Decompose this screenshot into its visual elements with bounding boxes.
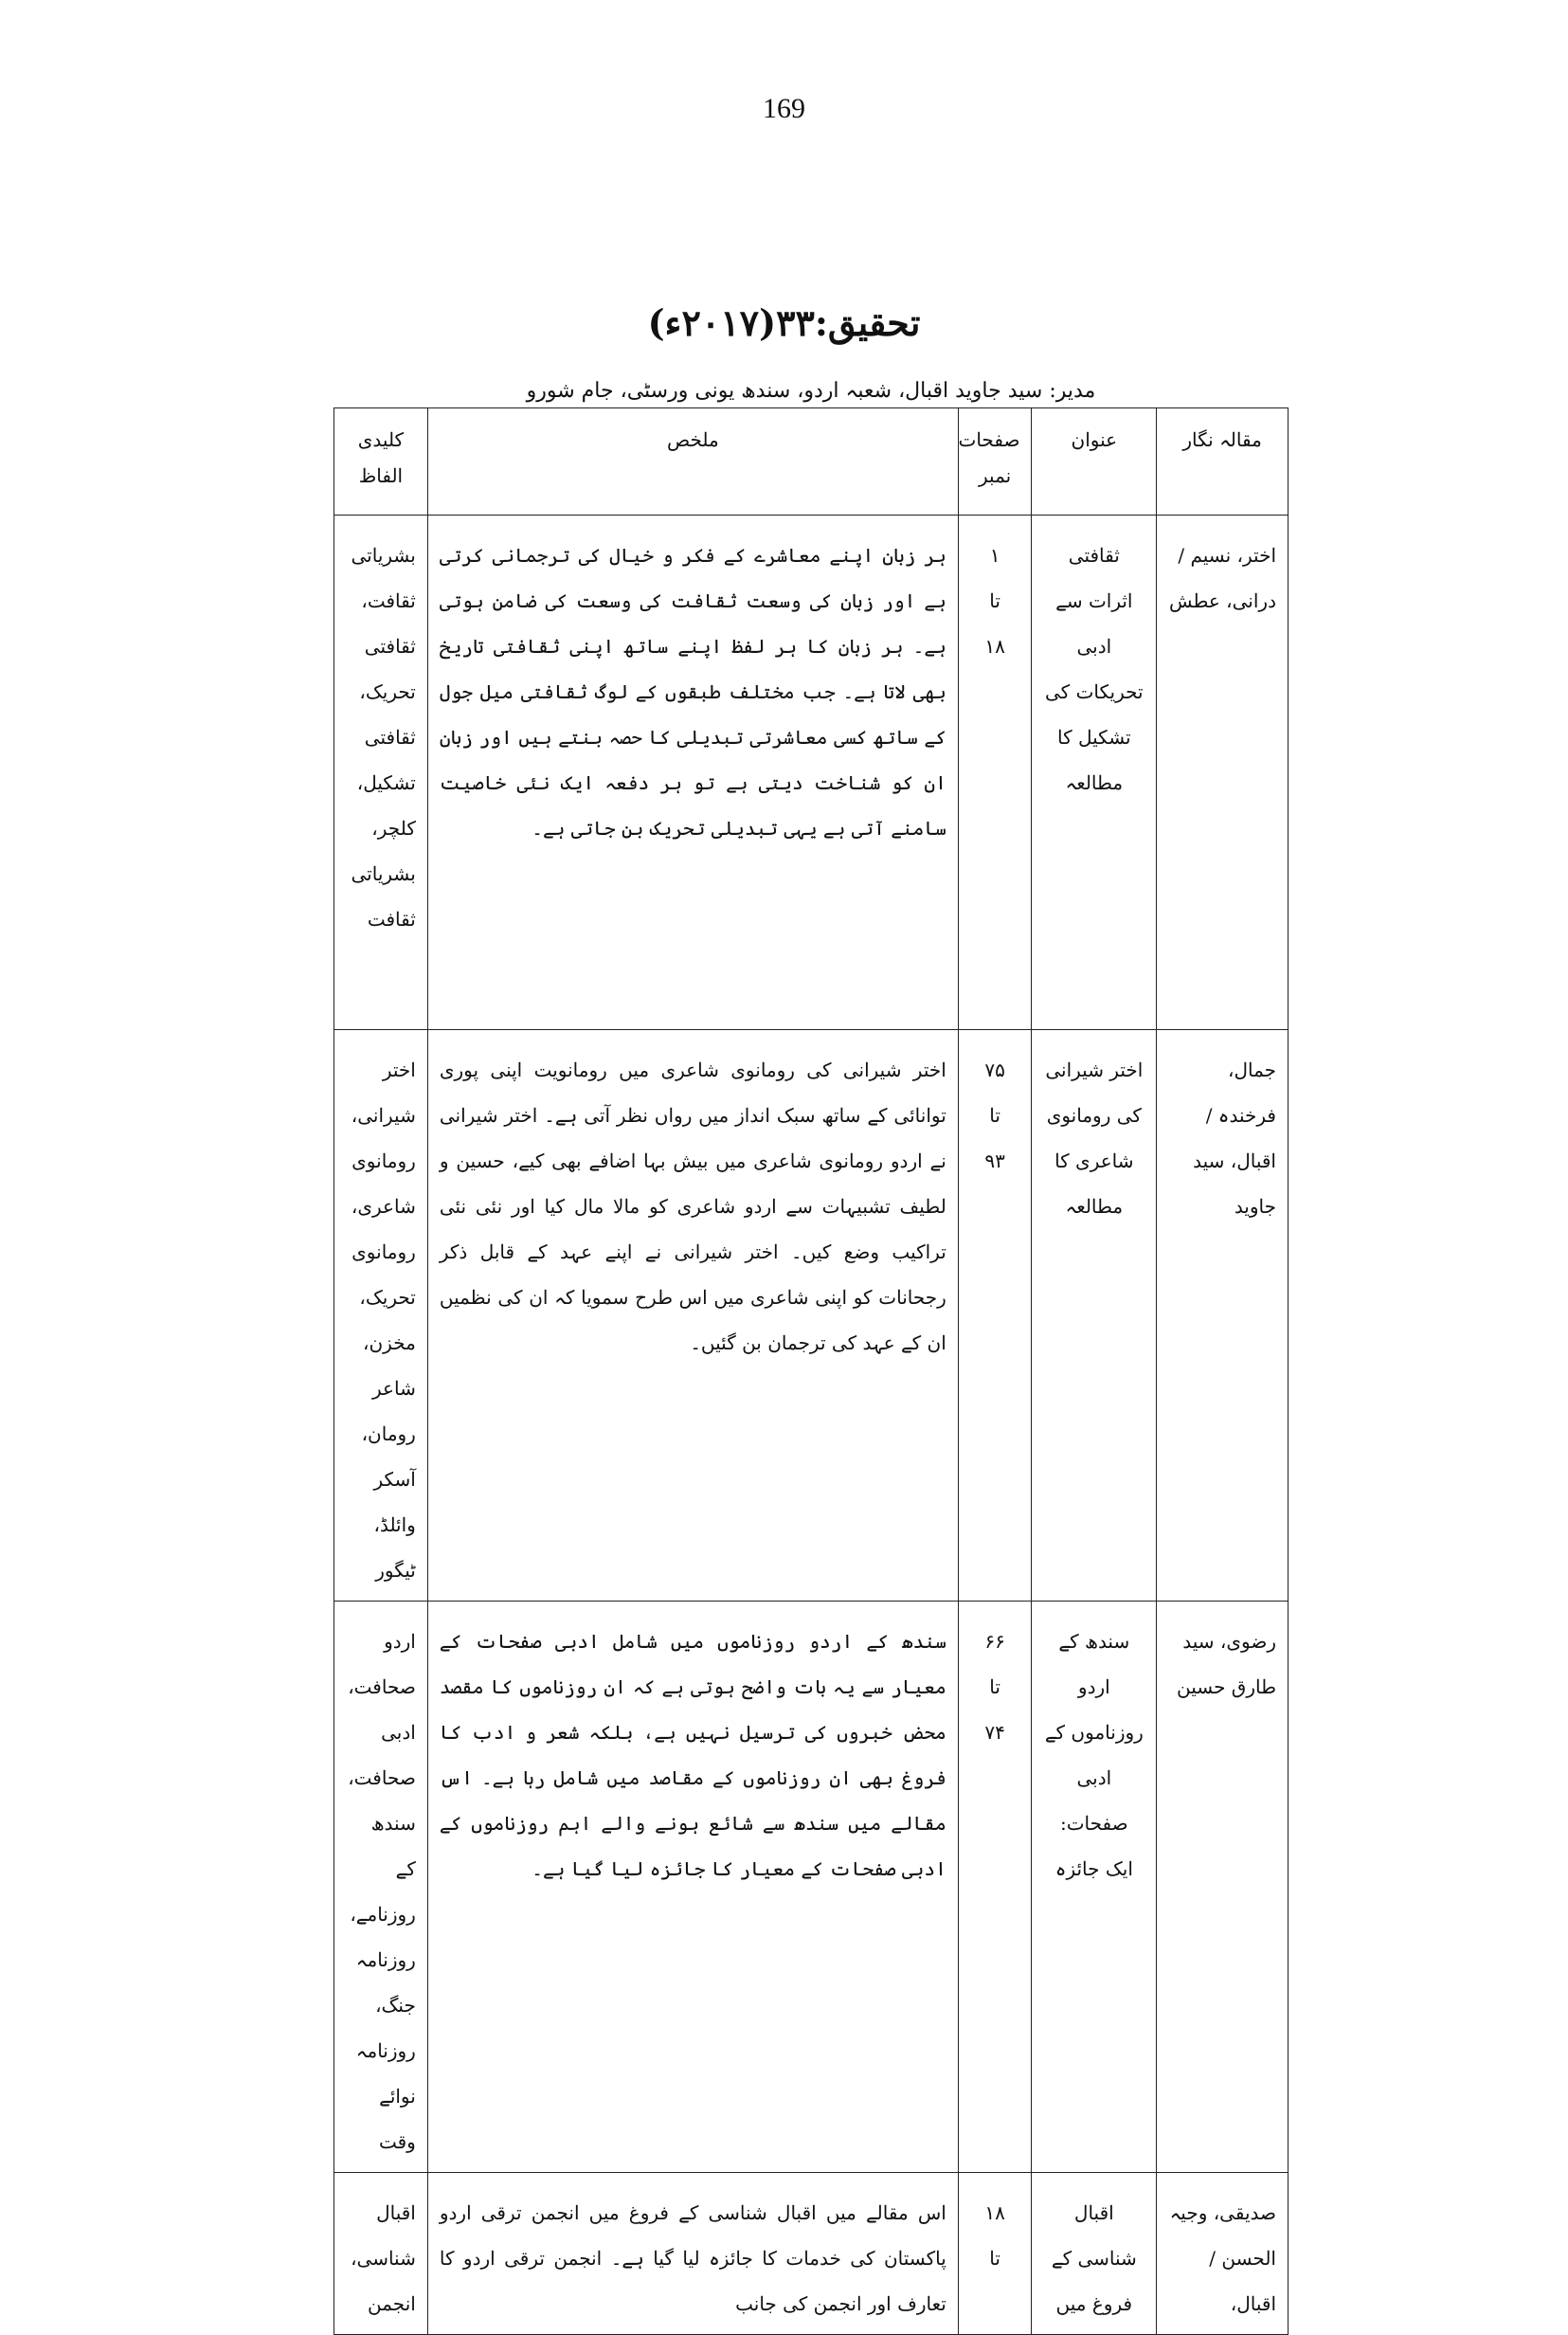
- keyword: نوائے وقت: [378, 2085, 416, 2153]
- page-separator: تا: [989, 2247, 1000, 2270]
- cell-title: اختر شیرانی کی رومانوی شاعری کا مطالعہ: [1032, 1030, 1157, 1602]
- keyword: ثقافتی: [364, 635, 416, 658]
- keyword: ٹیگور: [375, 1559, 416, 1582]
- cell-pages: [958, 516, 1032, 1030]
- page-separator: تا: [989, 589, 1000, 612]
- cell-author: اختر، نسیم / درانی، عطش: [1157, 516, 1289, 1030]
- page-end: ۹۳: [984, 1149, 1005, 1172]
- keyword: تحریک،: [359, 680, 416, 703]
- table-row: [334, 1030, 1289, 1602]
- keyword: ثقافت،: [361, 589, 416, 612]
- keyword: مخزن، شاعر: [363, 1331, 416, 1400]
- page-start: ۶۶: [984, 1630, 1005, 1653]
- journal-title: تحقیق:۳۳(۲۰۱۷ء): [647, 301, 921, 344]
- keyword: انجمن: [368, 2292, 416, 2315]
- cell-author: جمال، فرخندہ / اقبال، سید جاوید: [1157, 1030, 1289, 1602]
- keyword: روزنامے،: [350, 1903, 416, 1926]
- keyword: اختر شیرانی،: [351, 1059, 416, 1127]
- page-number: 169: [763, 93, 805, 124]
- cell-title: اقبال شناسی کے فروغ میں: [1032, 2173, 1157, 2335]
- cell-summary: اس مقالے میں اقبال شناسی کے فروغ میں انجمن ترقی اردو پاکستان کی خدمات کا جائزہ لیا گیا ہے۔ انجمن ترقی اردو کا تعارف اور انجمن کی جانب: [427, 2173, 958, 2335]
- cell-keywords: [334, 516, 428, 1030]
- cell-keywords: [334, 1030, 428, 1602]
- header-title: عنوان: [1032, 408, 1157, 516]
- keyword: ثقافت: [367, 908, 416, 931]
- editor-line: مدیر: سید جاوید اقبال، شعبہ اردو، سندھ یونی ورسٹی، جام شورو: [526, 379, 1096, 403]
- cell-summary: ہر زبان اپنے معاشرے کے فکر و خیال کی ترجمانی کرتی ہے اور زبان کی وسعت ثقافت کی وسعت کی ضامن ہوتی ہے۔ ہر زبان کا ہر لفظ اپنے ساتھ اپنی ثقافتی تاریخ بھی لاتا ہے۔ جب مختلف طبقوں کے لوگ ثقافتی میل جول کے ساتھ کسی معاشرتی تبدیلی کا حصہ بنتے ہیں اور زبان ان کو شناخت دیتی ہے تو ہر دفعہ ایک نئی خاصیت سامنے آتی ہے یہی تبدیلی تحریک بن جاتی ہے۔: [427, 516, 958, 1030]
- cell-pages: [958, 1030, 1032, 1602]
- keyword: رومانوی: [351, 1149, 416, 1172]
- page-end: ۷۴: [984, 1721, 1005, 1744]
- cell-title: ثقافتی اثرات سے ادبی تحریکات کی تشکیل کا مطالعہ: [1032, 516, 1157, 1030]
- cell-summary: اختر شیرانی کی رومانوی شاعری میں رومانویت اپنی پوری توانائی کے ساتھ سبک انداز میں رواں نظر آتی ہے۔ اختر شیرانی نے اردو رومانوی شاعری میں بیش بہا اضافے بھی کیے، حسین و لطیف تشبیہات سے اردو شاعری کو مالا مال کیا اور نئی نئی تراکیب وضع کیں۔ اختر شیرانی نے اپنے عہد کے قابل ذکر رجحانات کو اپنی شاعری میں اس طرح سمویا کہ ان کی نظمیں ان کے عہد کی ترجمان بن گئیں۔: [427, 1030, 958, 1602]
- table-row: [334, 1602, 1289, 2173]
- header-keywords: کلیدی الفاظ: [334, 408, 428, 516]
- cell-pages: [958, 1602, 1032, 2173]
- keyword: اردو صحافت،: [348, 1630, 416, 1698]
- header-summary: ملخص: [427, 408, 958, 516]
- cell-author: صدیقی، وجیہ الحسن / اقبال،: [1157, 2173, 1289, 2335]
- cell-keywords: [334, 2173, 428, 2335]
- keyword: روزنامہ: [355, 1948, 416, 1971]
- keyword: ثقافتی تشکیل،: [356, 726, 416, 794]
- keyword: جنگ،: [375, 1994, 416, 2017]
- keyword: بشریاتی: [351, 544, 416, 567]
- page-separator: تا: [989, 1675, 1000, 1698]
- page-end: ۱۸: [984, 635, 1005, 658]
- header-author: مقالہ نگار: [1157, 408, 1289, 516]
- page-start: ۱: [989, 544, 1000, 567]
- table-header-row: [334, 408, 1289, 516]
- page-start: ۷۵: [984, 1059, 1005, 1081]
- cell-summary: سندھ کے اردو روزناموں میں شامل ادبی صفحات کے معیار سے یہ بات واضح ہوتی ہے کہ ان روزناموں کا مقصد محض خبروں کی ترسیل نہیں ہے، بلکہ شعر و ادب کا فروغ بھی ان روزناموں کے مقاصد میں شامل رہا ہے۔ اس مقالے میں سندھ سے شائع ہونے والے اہم روزناموں کے ادبی صفحات کے معیار کا جائزہ لیا گیا ہے۔: [427, 1602, 958, 2173]
- keyword: تحریک،: [359, 1286, 416, 1309]
- keyword: آسکر وائلڈ،: [373, 1468, 416, 1536]
- table-row: [334, 2173, 1289, 2335]
- keyword: سندھ کے: [370, 1812, 416, 1880]
- cell-keywords: [334, 1602, 428, 2173]
- cell-author: رضوی، سید طارق حسین: [1157, 1602, 1289, 2173]
- keyword: اقبال شناسی،: [351, 2201, 416, 2270]
- cell-title: سندھ کے اردو روزناموں کے ادبی صفحات: ایک جائزہ: [1032, 1602, 1157, 2173]
- keyword: روزنامہ: [355, 2039, 416, 2062]
- header-pages: صفحات نمبر: [958, 408, 1032, 516]
- keyword: شاعری،: [351, 1195, 416, 1218]
- keyword: رومانوی: [351, 1240, 416, 1263]
- keyword: کلچر، بشریاتی: [351, 817, 416, 885]
- cell-pages: [958, 2173, 1032, 2335]
- keyword: ادبی صحافت،: [348, 1721, 416, 1789]
- articles-table: [333, 407, 1289, 2335]
- page-separator: تا: [989, 1104, 1000, 1127]
- keyword: رومان،: [361, 1422, 416, 1445]
- table-row: [334, 516, 1289, 1030]
- page-start: ۱۸: [984, 2201, 1005, 2224]
